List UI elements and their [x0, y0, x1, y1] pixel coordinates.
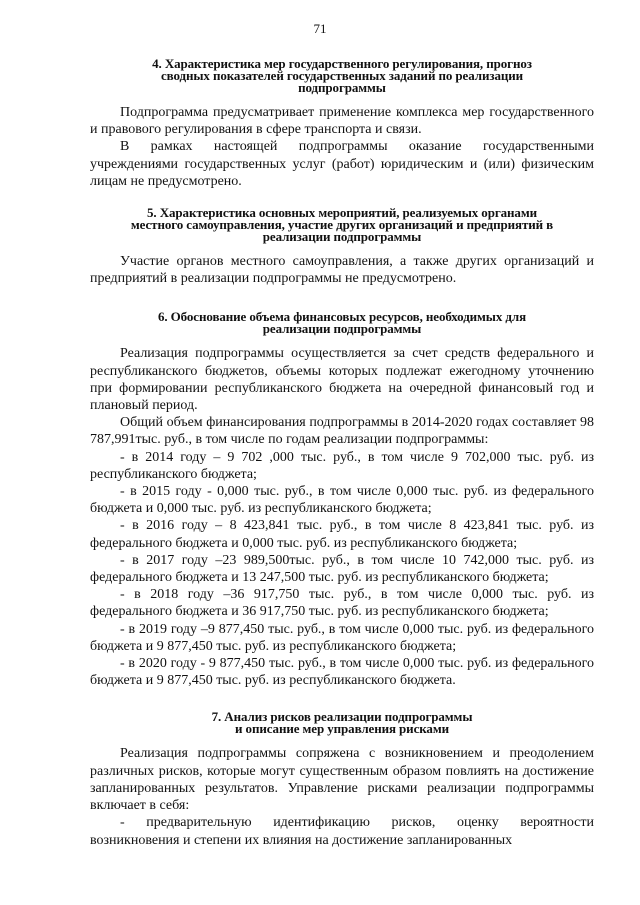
paragraph: - в 2016 году – 8 423,841 тыс. руб., в том числе 8 423,841 тыс. руб. из федерального бюджета и 0,000 тыс. руб. из республиканского бюджета;	[90, 518, 594, 551]
heading-line: реализации подпрограммы	[262, 229, 422, 245]
heading-line: 5. Характеристика основных мероприятий, реализуемых органами	[147, 205, 537, 221]
paragraph: - в 2019 году –9 877,450 тыс. руб., в том числе 0,000 тыс. руб. из федерального бюджета и 9 877,450 тыс. руб. из республиканского бюджета;	[90, 621, 594, 654]
paragraph: - в 2017 году –23 989,500тыс. руб., в том числе 10 742,000 тыс. руб. из федерального бюджета и 13 247,500 тыс. руб. из республиканского бюджета;	[90, 552, 594, 586]
section-4-heading	[90, 58, 594, 94]
page-number: 71	[313, 21, 327, 36]
paragraph: - в 2020 году - 9 877,450 тыс. руб., в том числе 0,000 тыс. руб. из федерального бюджета и 9 877,450 тыс. руб. из республиканского бюджета.	[90, 656, 594, 689]
heading-line: 4. Характеристика мер государственного регулирования, прогноз	[152, 56, 532, 71]
paragraph: - предварительную идентификацию рисков, оценку вероятности возникновения и степени их влияния на достижение запланированных	[90, 815, 594, 848]
paragraph: - в 2015 году - 0,000 тыс. руб., в том числе 0,000 тыс. руб. из федерального бюджета и 0,000 тыс. руб. из республиканского бюджета;	[90, 484, 594, 517]
paragraph: Участие органов местного самоуправления, а также других организаций и предприятий в реализации подпрограммы не предусмотрено.	[90, 254, 594, 287]
heading-line: 7. Анализ рисков реализации подпрограммы	[211, 709, 473, 725]
heading-line: сводных показателей государственных заданий по реализации	[160, 68, 524, 83]
paragraph: Подпрограмма предусматривает применение комплекса мер государственного и правового регулирования в сфере транспорта и связи.	[90, 105, 594, 138]
section-6	[90, 311, 594, 689]
heading-line: местного самоуправления, участие других организаций и предприятий в	[130, 217, 554, 233]
section-5-heading	[90, 207, 594, 243]
section-4	[90, 58, 594, 190]
paragraph: Общий объем финансирования подпрограммы в 2014-2020 годах составляет 98 787,991тыс. руб., в том числе по годам реализации подпрограммы:	[90, 415, 594, 448]
section-7-heading	[90, 711, 594, 735]
paragraph: Реализация подпрограммы сопряжена с возникновением и преодолением различных рисков, которые могут существенным образом повлиять на достижение запланированных результатов. Управление рисками реализации подпрограммы включает в себя:	[90, 746, 594, 814]
heading-line: реализации подпрограммы	[262, 321, 422, 337]
section-5	[90, 207, 594, 287]
paragraph: Реализация подпрограммы осуществляется за счет средств федерального и республиканского бюджетов, объемы которых подлежат ежегодному уточнению при формировании республиканского бюджета на очередной финансовый год и плановый период.	[90, 346, 594, 414]
paragraph: - в 2014 году – 9 702 ,000 тыс. руб., в том числе 9 702,000 тыс. руб. из республиканского бюджета;	[90, 449, 594, 482]
section-7	[90, 711, 594, 848]
page-content	[90, 58, 594, 849]
heading-line: 6. Обоснование объема финансовых ресурсов, необходимых для	[157, 309, 527, 325]
heading-line: и описание мер управления рисками	[235, 721, 449, 737]
heading-line: подпрограммы	[298, 80, 386, 95]
section-6-heading	[90, 311, 594, 335]
paragraph: В рамках настоящей подпрограммы оказание государственными учреждениями государственных услуг (работ) юридическим и (или) физическим лицам не предусмотрено.	[90, 139, 594, 189]
paragraph: - в 2018 году –36 917,750 тыс. руб., в том числе 0,000 тыс. руб. из федерального бюджета и 36 917,750 тыс. руб. из республиканского бюджета;	[90, 587, 594, 620]
